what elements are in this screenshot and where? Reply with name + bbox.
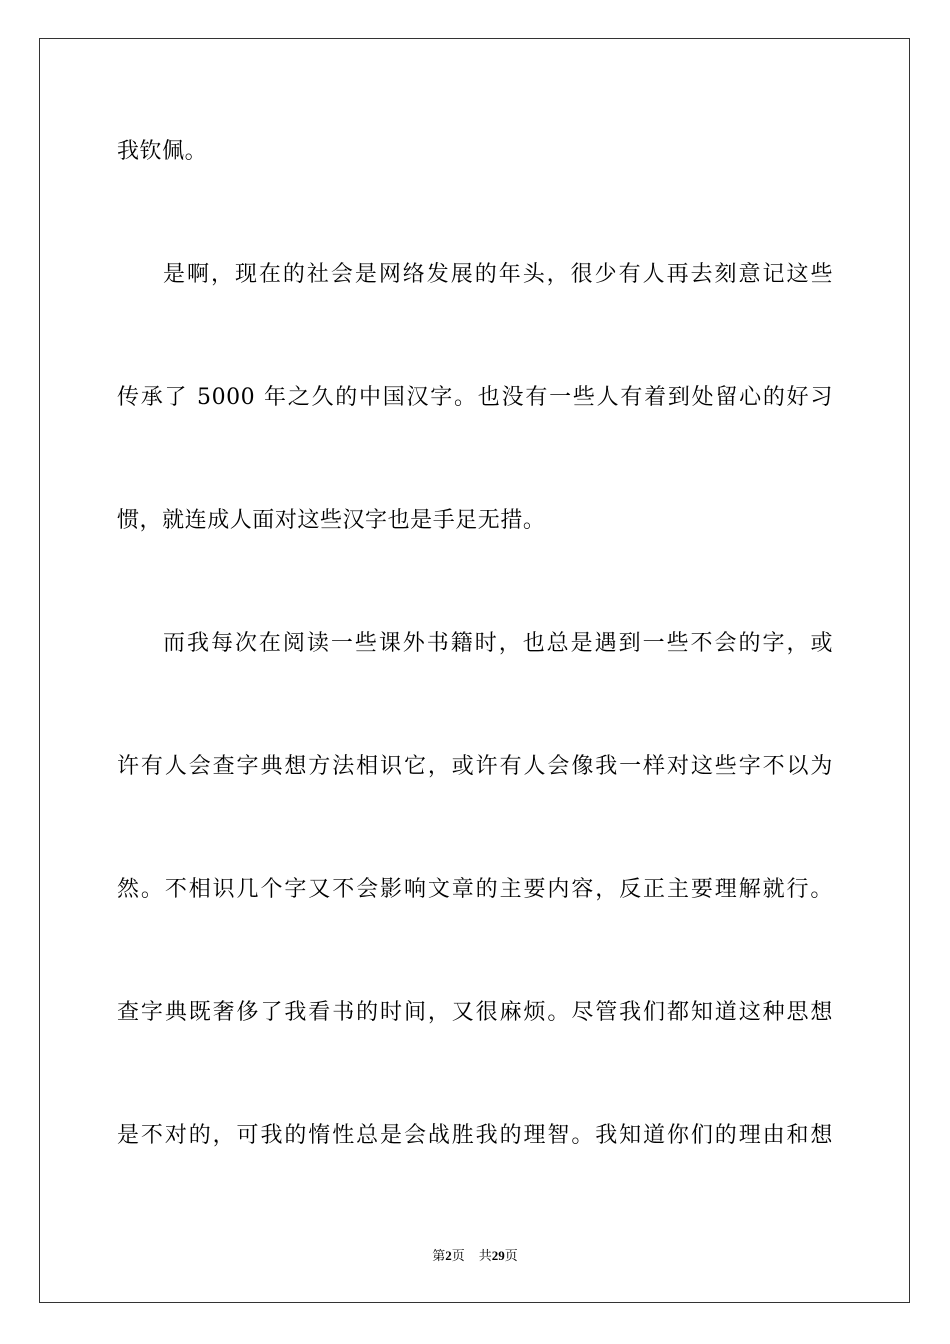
text-line-8: 查字典既奢侈了我看书的时间，又很麻烦。尽管我们都知道这种思想 [117, 1000, 833, 1025]
footer-total-prefix: 共 [478, 1248, 492, 1263]
text-line-6: 许有人会查字典想方法相识它，或许有人会像我一样对这些字不以为 [117, 754, 833, 779]
text-line-9: 是不对的，可我的惰性总是会战胜我的理智。我知道你们的理由和想 [117, 1123, 833, 1148]
page-footer [0, 1247, 950, 1265]
text-line-7: 然。不相识几个字又不会影响文章的主要内容，反正主要理解就行。 [117, 877, 833, 902]
text-line-4: 惯，就连成人面对这些汉字也是手足无措。 [117, 508, 546, 533]
footer-page-suffix: 页 [451, 1248, 465, 1263]
text-line-1: 我钦佩。 [117, 139, 208, 164]
page-border [39, 38, 910, 1303]
text-line-5: 而我每次在阅读一些课外书籍时，也总是遇到一些不会的字，或 [163, 631, 833, 656]
footer-total-pages: 29 [491, 1248, 505, 1263]
footer-page-number: 2 [445, 1248, 452, 1263]
footer-page-prefix: 第 [432, 1248, 446, 1263]
text-line-2: 是啊，现在的社会是网络发展的年头，很少有人再去刻意记这些 [163, 262, 833, 287]
footer-total-suffix: 页 [504, 1248, 518, 1263]
text-line-3: 传承了 5000 年之久的中国汉字。也没有一些人有着到处留心的好习 [117, 385, 833, 410]
